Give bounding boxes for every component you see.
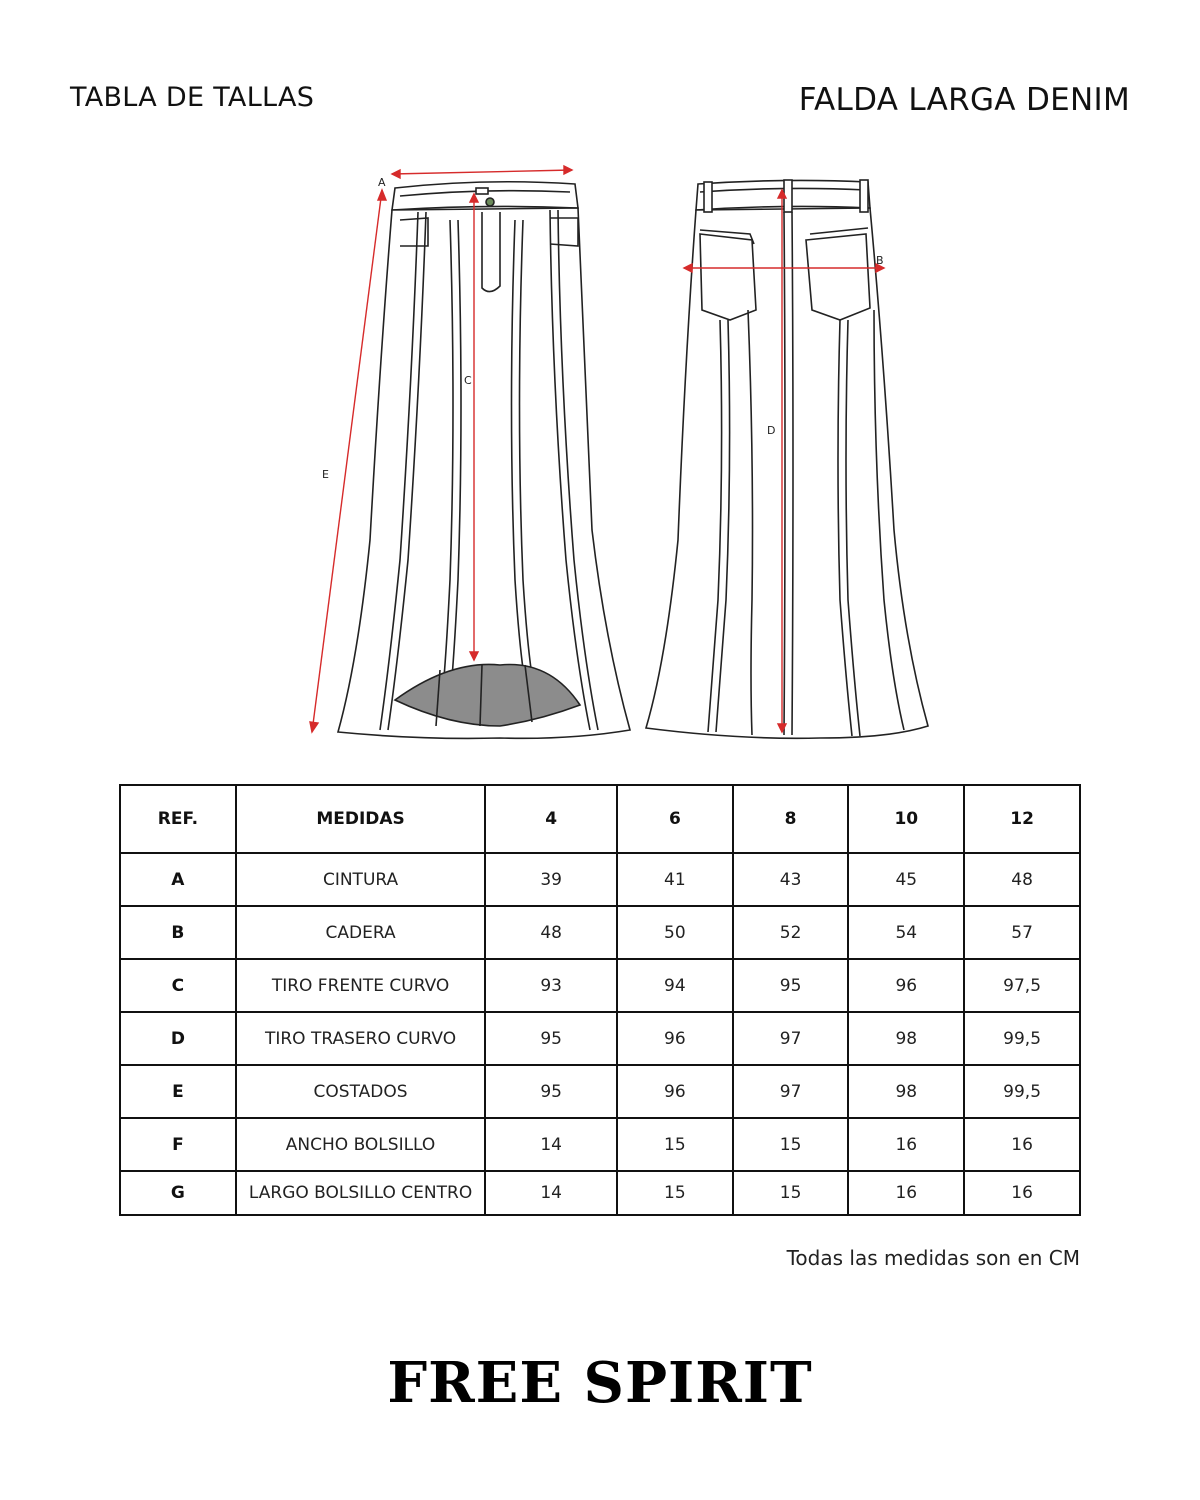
measure-cell: LARGO BOLSILLO CENTRO xyxy=(236,1171,486,1215)
product-name: FALDA LARGA DENIM xyxy=(798,82,1130,118)
header-size-10: 10 xyxy=(848,785,964,853)
value-cell: 99,5 xyxy=(964,1065,1080,1118)
value-cell: 39 xyxy=(485,853,617,906)
value-cell: 15 xyxy=(617,1118,733,1171)
header-ref: REF. xyxy=(120,785,236,853)
value-cell: 48 xyxy=(964,853,1080,906)
table-row xyxy=(120,906,1080,959)
table-row xyxy=(120,853,1080,906)
value-cell: 95 xyxy=(485,1012,617,1065)
value-cell: 15 xyxy=(733,1118,849,1171)
ref-cell: G xyxy=(120,1171,236,1215)
header-size-6: 6 xyxy=(617,785,733,853)
table-row xyxy=(120,959,1080,1012)
label-a: A xyxy=(378,176,386,189)
back-view xyxy=(646,180,928,738)
value-cell: 95 xyxy=(485,1065,617,1118)
value-cell: 57 xyxy=(964,906,1080,959)
measure-cell: TIRO TRASERO CURVO xyxy=(236,1012,486,1065)
header-size-8: 8 xyxy=(733,785,849,853)
value-cell: 94 xyxy=(617,959,733,1012)
value-cell: 16 xyxy=(848,1118,964,1171)
value-cell: 97,5 xyxy=(964,959,1080,1012)
value-cell: 15 xyxy=(733,1171,849,1215)
front-view xyxy=(338,182,630,739)
value-cell: 50 xyxy=(617,906,733,959)
label-c: C xyxy=(464,374,472,387)
value-cell: 96 xyxy=(617,1012,733,1065)
table-row xyxy=(120,1012,1080,1065)
value-cell: 16 xyxy=(848,1171,964,1215)
units-note: Todas las medidas son en CM xyxy=(786,1246,1080,1270)
value-cell: 93 xyxy=(485,959,617,1012)
ref-cell: C xyxy=(120,959,236,1012)
label-b: B xyxy=(876,254,884,267)
value-cell: 43 xyxy=(733,853,849,906)
table-row xyxy=(120,1065,1080,1118)
measure-cell: ANCHO BOLSILLO xyxy=(236,1118,486,1171)
header-medidas: MEDIDAS xyxy=(236,785,486,853)
header-size-12: 12 xyxy=(964,785,1080,853)
label-e: E xyxy=(322,468,329,481)
measure-cell: COSTADOS xyxy=(236,1065,486,1118)
table-row xyxy=(120,1171,1080,1215)
ref-cell: E xyxy=(120,1065,236,1118)
value-cell: 96 xyxy=(848,959,964,1012)
value-cell: 41 xyxy=(617,853,733,906)
value-cell: 16 xyxy=(964,1118,1080,1171)
value-cell: 97 xyxy=(733,1012,849,1065)
value-cell: 97 xyxy=(733,1065,849,1118)
ref-cell: D xyxy=(120,1012,236,1065)
value-cell: 15 xyxy=(617,1171,733,1215)
value-cell: 52 xyxy=(733,906,849,959)
measure-cell: CADERA xyxy=(236,906,486,959)
value-cell: 96 xyxy=(617,1065,733,1118)
ref-cell: F xyxy=(120,1118,236,1171)
label-d: D xyxy=(767,424,776,437)
ref-cell: A xyxy=(120,853,236,906)
value-cell: 98 xyxy=(848,1012,964,1065)
size-chart-title: TABLA DE TALLAS xyxy=(70,82,315,113)
value-cell: 14 xyxy=(485,1171,617,1215)
value-cell: 99,5 xyxy=(964,1012,1080,1065)
value-cell: 54 xyxy=(848,906,964,959)
size-table xyxy=(119,784,1081,1216)
value-cell: 14 xyxy=(485,1118,617,1171)
table-header-row xyxy=(120,785,1080,853)
measure-cell: CINTURA xyxy=(236,853,486,906)
value-cell: 48 xyxy=(485,906,617,959)
measure-cell: TIRO FRENTE CURVO xyxy=(236,959,486,1012)
skirt-technical-sketch xyxy=(300,160,940,750)
value-cell: 45 xyxy=(848,853,964,906)
brand-logo: FREE SPIRIT xyxy=(387,1350,813,1416)
value-cell: 98 xyxy=(848,1065,964,1118)
ref-cell: B xyxy=(120,906,236,959)
header-size-4: 4 xyxy=(485,785,617,853)
table-row xyxy=(120,1118,1080,1171)
value-cell: 16 xyxy=(964,1171,1080,1215)
value-cell: 95 xyxy=(733,959,849,1012)
